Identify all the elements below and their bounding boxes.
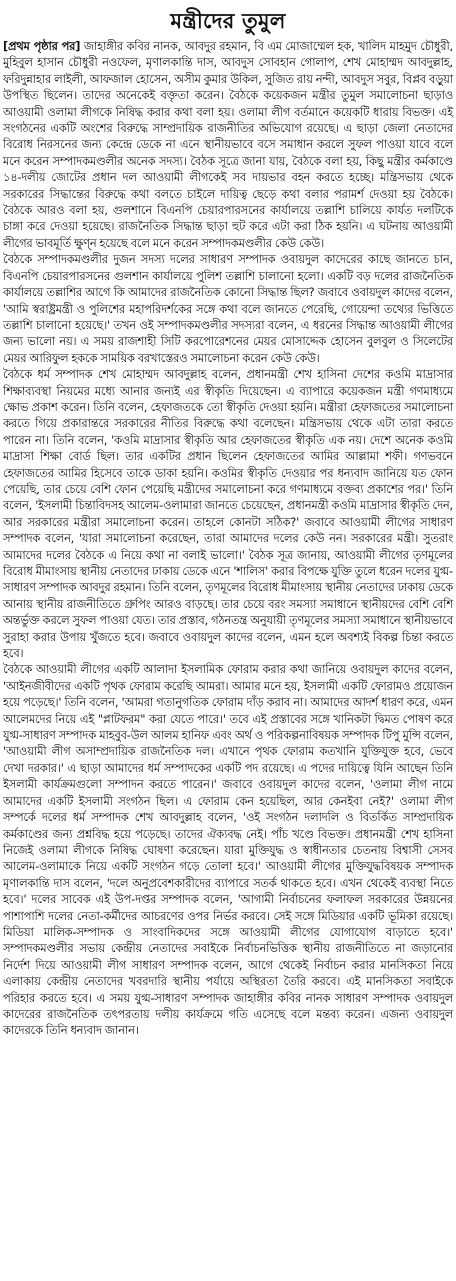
article-paragraph-1	[3, 38, 453, 251]
article-paragraph-2: বৈঠকে সম্পাদকমণ্ডলীর দুজন সদস্য দলের সাধারণ সম্পাদক ওবায়দুল কাদেরের কাছে জানতে চান, বিএনপি চেয়ারপারসনের গুলশান কার্যালয়ে পুলিশ তল্লাশি চালানো হলো। একটি বড় দলের রাজনৈতিক কার্যালয়ে তল্লাশির আগে কি আমাদের রাজনৈতিক কোনো সিদ্ধান্ত ছিল? জবাবে ওবায়দুল কাদের বলেন, 'আমি স্বরাষ্ট্রমন্ত্রী ও পুলিশের মহাপরিদর্শকের সঙ্গে কথা বলে জানতে পেরেছি, গোয়েন্দা তথ্যের ভিত্তিতে তল্লাশি চালানো হয়েছে।' তখন ওই সম্পাদকমণ্ডলীর সদস্যরা বলেন, এ ধরনের সিদ্ধান্ত আওয়ামী লীগের জন্য ভালো নয়। এ সময় রাজশাহী সিটি করপোরেশনের মেয়র মোসাদ্দেক হোসেন বুলবুল ও সিলেটের মেয়র আরিফুল হককে সাময়িক বরখাস্তেরও সমালোচনা করেন কেউ কেউ।	[3, 252, 453, 365]
article-paragraph-4: বৈঠকে আওয়ামী লীগের একটি আলাদা ইসলামিক ফোরাম করার কথা জানিয়ে ওবায়দুল কাদের বলেন, 'আইনজীবীদের একটি পৃথক ফোরাম করেছি আমরা। আমার মনে হয়, ইসলামী একটি ফোরামও প্রয়োজন হয়ে পড়েছে।' তিনি বলেন, 'আমরা গতানুগতিক ফোরাম দাঁড় করাব না। আমাদের আদর্শ ধারণ করে, এমন আলেমদের নিয়ে এই "প্লাটফরম" করা যেতে পারে।' তবে এই প্রস্তাবের সঙ্গে খানিকটা দ্বিমত পোষণ করে যুগ্ম-সাধারণ সম্পাদক মাহবুব-উল আলম হানিফ এবং অর্থ ও পরিকল্পনাবিষয়ক সম্পাদক টিপু মুন্সি বলেন, 'আওয়ামী লীগ অসাম্প্রদায়িক রাজনৈতিক দল। এখানে পৃথক ফোরাম কতখানি যুক্তিযুক্ত হবে, ভেবে দেখা দরকার।' এ ছাড়া আমাদের ধর্ম সম্পাদকের একটি পদ রয়েছে। এ পদের দায়িত্বে যিনি আছেন তিনি ইসলামী কার্যক্রমগুলো সম্পাদন করতে পারেন।' জবাবে ওবায়দুল কাদের বলেন, 'ওলামা লীগ নামে আমাদের একটি ইসলামী সংগঠন ছিল। এ ফোরাম কেন হয়েছিল, আর কেনইবা নেই?' ওলামা লীগ সম্পর্কে দলের ধর্ম সম্পাদক শেখ আবদুল্লাহ বলেন, 'ওই সংগঠন দলাদলি ও বিতর্কিত সাম্প্রদায়িক কর্মকাণ্ডের জন্য প্রশ্নবিদ্ধ হয়ে পড়েছে। তাদের ঐক্যবদ্ধ নেই। পাঁচ খণ্ডে বিভক্ত। প্রধানমন্ত্রী শেখ হাসিনা নিজেই ওলামা লীগকে নিষিদ্ধ ঘোষণা করেছেন। যারা মুক্তিযুদ্ধ ও স্বাধীনতার চেতনায় বিশ্বাসী সেসব আলেম-ওলামাকে নিয়ে একটি সংগঠন গড়ে তোলা হবে।' আওয়ামী লীগের মুক্তিযুদ্ধবিষয়ক সম্পাদক মৃণালকান্তি দাস বলেন, 'দলে অনুপ্রবেশকারীদের ব্যাপারে সতর্ক থাকতে হবে। এখন থেকেই ব্যবস্থা নিতে হবে।' দলের সাবেক এই উপ-দপ্তর সম্পাদক বলেন, 'আগামী নির্বাচনের ফলাফল সরকারের উন্নয়নের পাশাপাশি দলের নেতা-কর্মীদের আচরণের ওপর নির্ভর করবে। সেই সঙ্গে মিডিয়ার একটি ভূমিকা রয়েছে। মিডিয়া মালিক-সম্পাদক ও সাংবাদিকদের সঙ্গে আওয়ামী লীগের যোগাযোগ বাড়াতে হবে।' সম্পাদকমণ্ডলীর সভায় কেন্দ্রীয় নেতাদের সবাইকে নির্বাচনভিত্তিক স্থানীয় রাজনীতিতে না জড়ানোর নির্দেশ দিয়ে আওয়ামী লীগ সাধারণ সম্পাদক বলেন, আগে থেকেই নির্বাচন করার মানসিকতা নিয়ে এলাকায় কেন্দ্রীয় নেতাদের খবরদারি স্থানীয় পর্যায়ে অস্থিরতা তৈরি করবে। এই মানসিকতা সবাইকে পরিহার করতে হবে। এ সময় যুগ্ম-সাধারণ সম্পাদক জাহাঙ্গীর কবির নানক সাধারণ সম্পাদক ওবায়দুল কাদেরের রাজনৈতিক তৎপরতায় দলীয় কার্যক্রমে গতি এসেছে বলে মন্তব্য করেন। এজন্য ওবায়দুল কাদেরকে তিনি ধন্যবাদ জানান।	[3, 662, 454, 1038]
article-headline: মন্ত্রীদের তুমুল	[170, 9, 286, 33]
article-paragraph-3: বৈঠকে ধর্ম সম্পাদক শেখ মোহাম্মদ আবদুল্লাহ বলেন, প্রধানমন্ত্রী শেখ হাসিনা দেশের কওমি মাদ্রাসার শিক্ষাব্যবস্থা নিয়মের মধ্যে আনার জন্যই এর স্বীকৃতি দিয়েছেন। এ ব্যাপারে কয়েকজন মন্ত্রী গণমাধ্যমে ক্ষোভ প্রকাশ করেন। তিনি বলেন, হেফাজতকে তো স্বীকৃতি দেওয়া হয়নি। মন্ত্রীরা হেফাজতের সমালোচনা করতে গিয়ে প্রকারান্তরে সরকারের নীতির বিরুদ্ধে কথা বলেছেন। মন্ত্রিসভায় থেকে এটা তারা করতে পারেন না। তিনি বলেন, 'কওমি মাদ্রাসার স্বীকৃতি আর হেফাজতের স্বীকৃতি এক নয়। দেশে অনেক কওমি মাদ্রাসা শিক্ষা বোর্ড ছিল। তার একটির প্রধান ছিলেন হেফাজতের আমির আল্লামা শফী। গণভবনে হেফাজতের আমির হিসেবে তাকে ডাকা হয়নি। কওমির স্বীকৃতি দেওয়ার পর ধন্যবাদ জানিয়ে যত ফোন পেয়েছি, তার চেয়ে বেশি ফোন পেয়েছি মন্ত্রীদের সমালোচনা করে গণমাধ্যমে বক্তব্য প্রকাশের পর।' তিনি বলেন, 'ইসলামী চিন্তাবিদসহ আলেম-ওলামারা জানতে চেয়েছেন, প্রধানমন্ত্রী কওমি মাদ্রাসার স্বীকৃতি দেন, আর সরকারের মন্ত্রীরা সমালোচনা করেন। তাহলে কোনটা সঠিক?' জবাবে আওয়ামী লীগের সাধারণ সম্পাদক বলেন, 'যারা সমালোচনা করেছেন, তারা আমাদের দলের কেউ নন। সরকারের মন্ত্রী। সুতরাং আমাদের দলের বৈঠকে এ নিয়ে কথা না বলাই ভালো।' বৈঠক সূত্র জানায়, আওয়ামী লীগের তৃণমূলের বিরোধ মীমাংসায় স্থানীয় নেতাদের ঢাকায় ডেকে এনে 'শালিস' করার বিপক্ষে যুক্তি তুলে ধরেন দলের যুগ্ম-সাধারণ সম্পাদক আবদুর রহমান। তিনি বলেন, তৃণমূলের বিরোধ মীমাংসায় স্থানীয় নেতাদের ঢাকায় ডেকে আনায় স্থানীয় রাজনীতিতে গ্রুপিং আরও বাড়ছে। তার চেয়ে বরং সমস্যা সমাধানে স্থানীয়দের বেশি বেশি অন্তর্ভুক্ত করলে সুফল পাওয়া যেত। তার প্রস্তাব, গঠনতন্ত্র অনুযায়ী তৃণমূলের সমস্যা সমাধানে স্থানীয়ভাবে সুরাহা করার উপায় খুঁজতে হবে। জবাবে ওবায়দুল কাদের বলেন, এমন হলে অবশ্যই বিকল্প চিন্তা করতে হবে।	[3, 367, 453, 661]
article-body	[3, 38, 453, 1039]
paragraph-text: জাহাঙ্গীর কবির নানক, আবদুর রহমান, বি এম মোজাম্মেল হক, খালিদ মাহমুদ চৌধুরী, মুহিবুল হাসান চৌধুরী নওফেল, মৃণালকান্তি দাস, আবদুস সোবহান গোলাপ, শেখ মোহাম্মদ আবদুল্লাহ, ফরিদুন্নাহার লাইলী, আফজাল হোসেন, অসীম কুমার উকিল, সুজিত রায় নন্দী, আবদুস সবুর, বিপ্লব বড়ুয়া উপস্থিত ছিলেন। তাদের অনেকেই বক্তৃতা করেন। বৈঠকে কয়েকজন মন্ত্রীর তুমুল সমালোচনা ছাড়াও আওয়ামী ওলামা লীগকে নিষিদ্ধ করার কথা বলা হয়। ওলামা লীগ বর্তমানে কয়েকটি ধারায় বিভক্ত। এই সংগঠনের একটি অংশের বিরুদ্ধে সাম্প্রদায়িক রাজনীতির অভিযোগ রয়েছে। এ ছাড়া জেলা নেতাদের বিরোধ নিরসনের জন্য কেন্দ্রে ডেকে না এনে স্থানীয়ভাবে বসে সমাধান করলে সুফল পাওয়া যাবে বলে মনে করেন সম্পাদকমণ্ডলীর অনেক সদস্য। বৈঠক সূত্রে জানা যায়, বৈঠকে বলা হয়, কিছু মন্ত্রীর কর্মকাণ্ডে ১৪-দলীয় জোটের প্রধান দল আওয়ামী লীগকেই সব দায়ভার বহন করতে হচ্ছে। মন্ত্রিসভায় থেকে সরকারের সিদ্ধান্তের বিরুদ্ধে কথা বলতে চাইলে দায়িত্ব ছেড়ে কথা বলার পরামর্শ দেওয়া হয় বৈঠকে। বৈঠকে আরও বলা হয়, গুলশানে বিএনপি চেয়ারপারসনের কার্যালয়ে তল্লাশি চালিয়ে কার্যত দলটিকে চাঙ্গা করে দেওয়া হয়েছে। রাজনৈতিক সিদ্ধান্ত ছাড়া হুট করে এটা করা ঠিক হয়নি। এ ঘটনায় আওয়ামী লীগের ভাবমূর্তি ক্ষুণ্ন হয়েছে বলে মনে করেন সম্পাদকমণ্ডলীর কেউ কেউ।	[3, 39, 454, 250]
continuation-tag: [প্রথম পৃষ্ঠার পর]	[3, 39, 81, 53]
